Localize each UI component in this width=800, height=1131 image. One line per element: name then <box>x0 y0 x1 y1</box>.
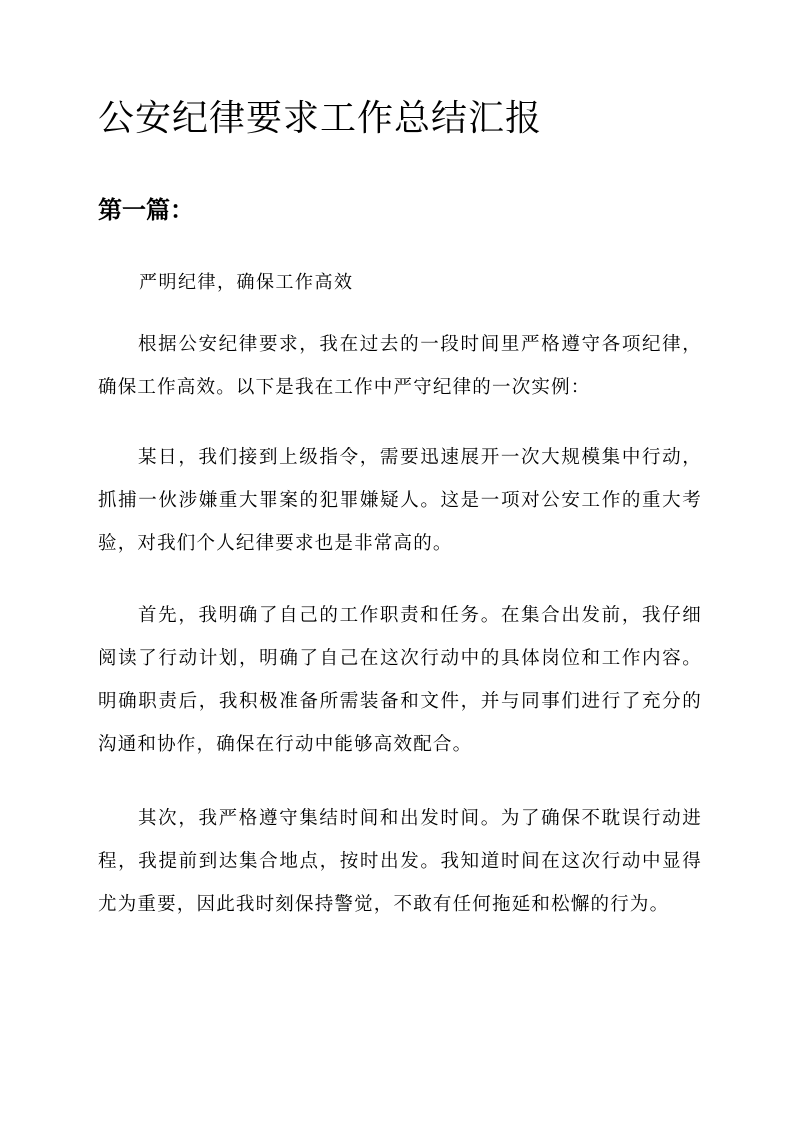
paragraph-2: 某日，我们接到上级指令，需要迅速展开一次大规模集中行动，抓捕一伙涉嫌重大罪案的犯罪嫌疑人。这是一项对公安工作的重大考验，对我们个人纪律要求也是非常高的。 <box>98 447 702 554</box>
paragraph-3: 首先，我明确了自己的工作职责和任务。在集合出发前，我仔细阅读了行动计划，明确了自己在这次行动中的具体岗位和工作内容。明确职责后，我积极准备所需装备和文件，并与同事们进行了充分的沟通和协作，确保在行动中能够高效配合。 <box>98 605 702 755</box>
paragraph-1: 根据公安纪律要求，我在过去的一段时间里严格遵守各项纪律，确保工作高效。以下是我在工作中严守纪律的一次实例： <box>98 334 702 398</box>
section-subtitle: 严明纪律，确保工作高效 <box>139 272 354 293</box>
section-heading: 第一篇： <box>98 195 194 224</box>
paragraph-4: 其次，我严格遵守集结时间和出发时间。为了确保不耽误行动进程，我提前到达集合地点，按时出发。我知道时间在这次行动中显得尤为重要，因此我时刻保持警觉，不敢有任何拖延和松懈的行为。 <box>98 808 702 915</box>
document-title: 公安纪律要求工作总结汇报 <box>98 98 543 139</box>
